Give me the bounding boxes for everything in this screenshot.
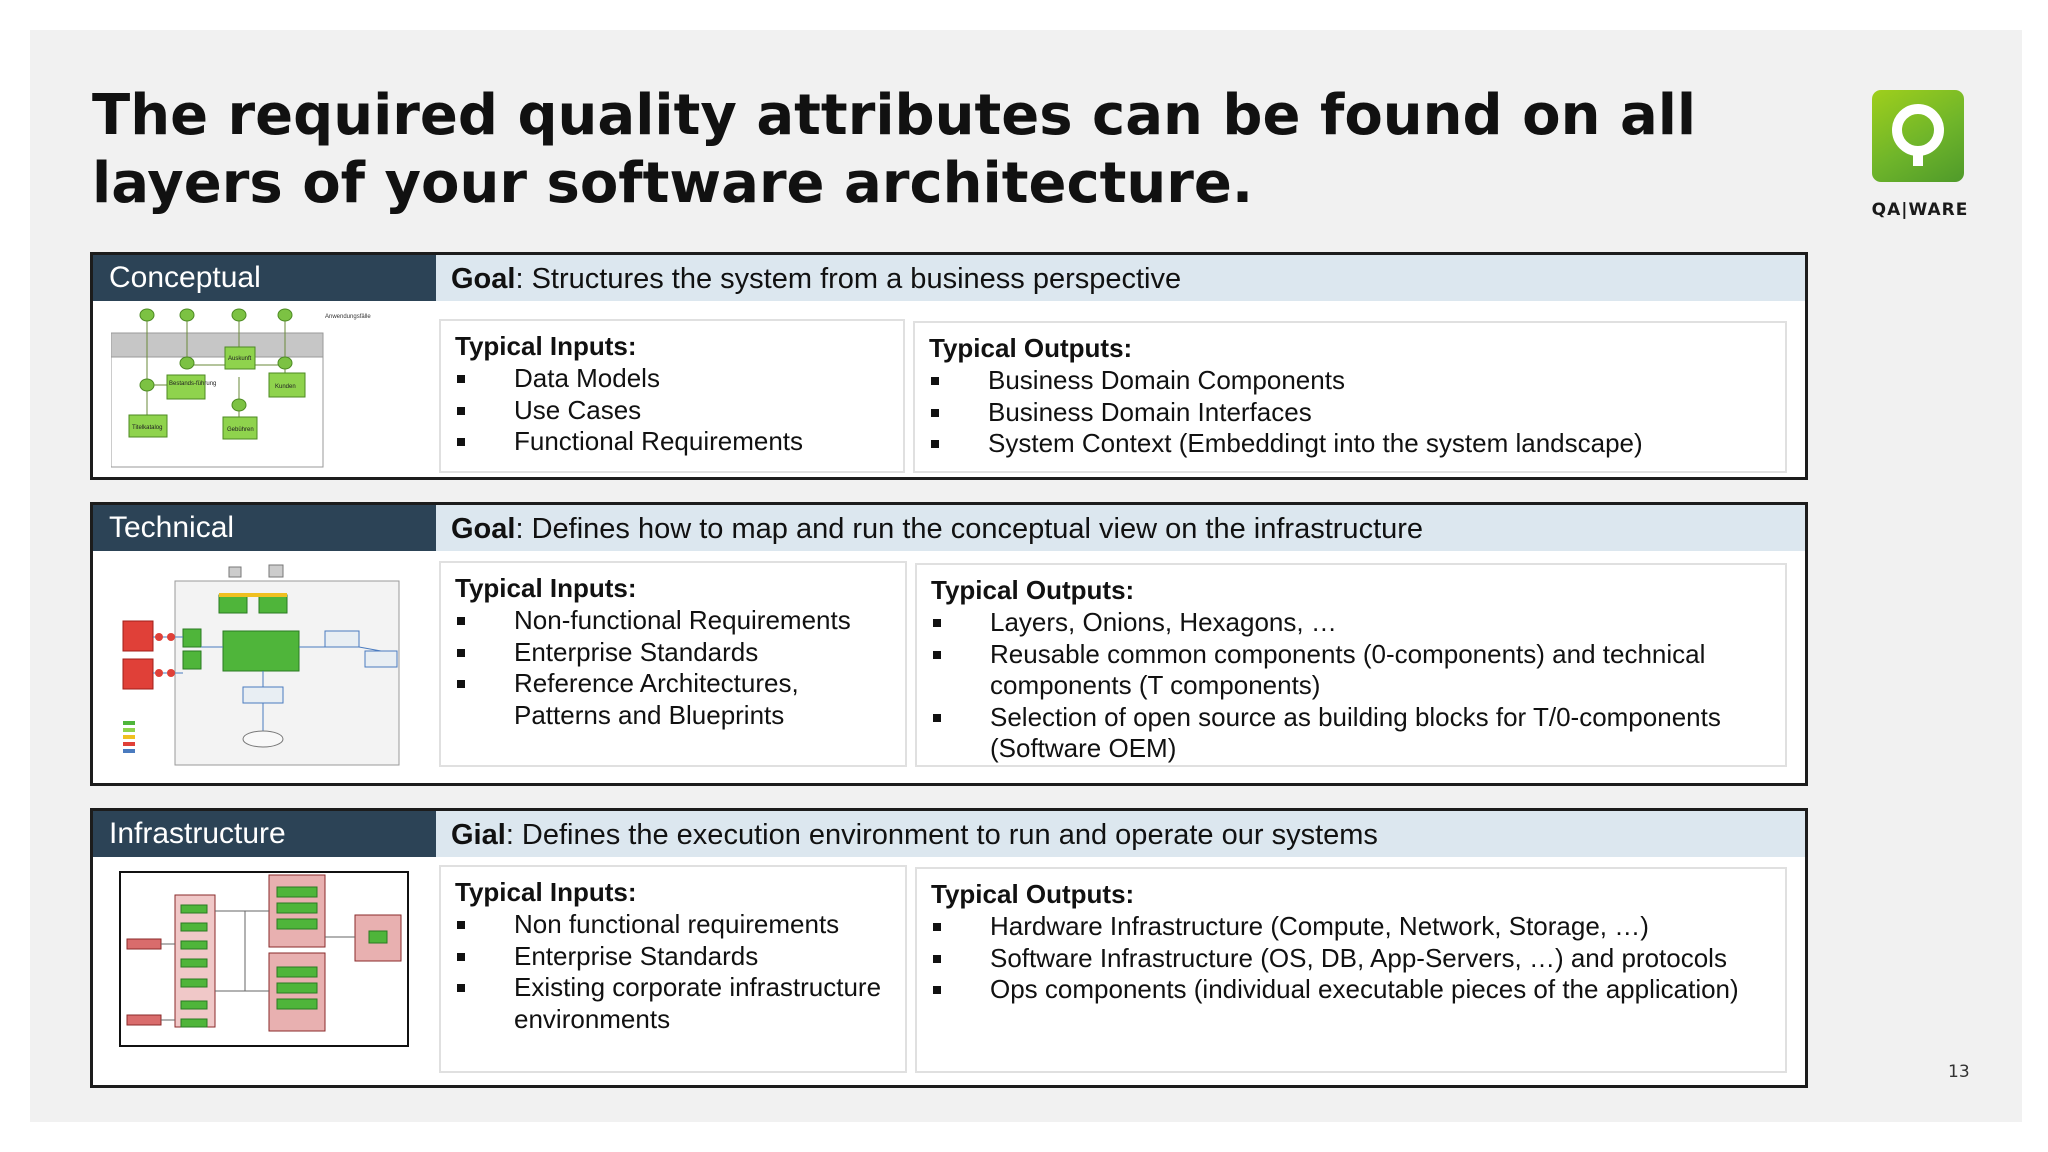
qaware-logo-icon	[1872, 90, 1964, 182]
bullet-icon	[933, 714, 941, 722]
list-item: Enterprise Standards	[455, 941, 891, 973]
panel-label: Infrastructure	[93, 811, 436, 857]
typical-outputs-box	[915, 563, 1787, 767]
diagram-box-label: Auskunft	[228, 356, 252, 362]
list-item: Selection of open source as building blocks for T/0-components (Software OEM)	[931, 702, 1771, 765]
list-item: Enterprise Standards	[455, 637, 891, 669]
typical-inputs-box	[439, 865, 907, 1073]
list-item: Non-functional Requirements	[455, 605, 891, 637]
inputs-list	[455, 909, 891, 1035]
bullet-icon	[457, 375, 465, 383]
outputs-heading: Typical Outputs:	[931, 879, 1135, 909]
bullet-icon	[933, 986, 941, 994]
logo-mark	[1872, 90, 1964, 182]
list-item: Non functional requirements	[455, 909, 891, 941]
bullet-icon	[933, 923, 941, 931]
inputs-heading: Typical Inputs:	[455, 573, 637, 603]
conceptual-diagram-thumbnail	[111, 305, 407, 473]
bullet-icon	[933, 955, 941, 963]
panel-conceptual	[90, 252, 1808, 480]
bullet-icon	[931, 440, 939, 448]
bullet-icon	[457, 921, 465, 929]
bullet-icon	[931, 409, 939, 417]
goal-bar	[436, 811, 1805, 857]
list-item: Ops components (individual executable pieces of the application)	[931, 974, 1771, 1006]
outputs-heading: Typical Outputs:	[931, 575, 1135, 605]
panel-technical	[90, 502, 1808, 786]
list-item: Reusable common components (0-components) and technical components (T components)	[931, 639, 1771, 702]
outputs-list	[931, 607, 1771, 765]
bullet-icon	[457, 984, 465, 992]
goal-text: : Structures the system from a business perspective	[515, 263, 1182, 295]
slide-title: The required quality attributes can be found on all layers of your software architecture.	[92, 83, 1697, 216]
diagram-box-label: Kunden	[275, 384, 296, 390]
list-item: Existing corporate infrastructure environments	[455, 972, 891, 1035]
bullet-icon	[457, 649, 465, 657]
page-number: 13	[1948, 1062, 1970, 1082]
technical-diagram-thumbnail	[119, 557, 409, 773]
inputs-list	[455, 363, 889, 458]
goal-text: : Defines how to map and run the conceptual view on the infrastructure	[515, 513, 1424, 545]
slide	[30, 30, 2022, 1122]
list-item: Hardware Infrastructure (Compute, Network, Storage, …)	[931, 911, 1771, 943]
bullet-icon	[457, 617, 465, 625]
list-item: Business Domain Interfaces	[929, 397, 1771, 429]
outputs-list	[931, 911, 1771, 1006]
diagram-box-label: Bestands-führung	[169, 381, 217, 387]
goal-prefix: Gial	[451, 819, 506, 851]
infrastructure-diagram-thumbnail	[119, 871, 409, 1047]
goal-prefix: Goal	[451, 513, 516, 545]
diagram-legend: Anwendungsfälle	[325, 314, 371, 320]
bullet-icon	[457, 438, 465, 446]
diagram-box-label: Gebühren	[227, 427, 254, 433]
inputs-list	[455, 605, 891, 731]
bullet-icon	[457, 680, 465, 688]
bullet-icon	[457, 407, 465, 415]
logo-wordmark: QA|WARE	[1871, 200, 1969, 220]
list-item: System Context (Embeddingt into the system landscape)	[929, 428, 1771, 460]
inputs-heading: Typical Inputs:	[455, 877, 637, 907]
typical-outputs-box	[915, 867, 1787, 1073]
goal-bar	[436, 505, 1805, 551]
goal-bar	[436, 255, 1805, 301]
panel-label: Technical	[93, 505, 436, 551]
list-item: Layers, Onions, Hexagons, …	[931, 607, 1771, 639]
outputs-heading: Typical Outputs:	[929, 333, 1133, 363]
typical-outputs-box	[913, 321, 1787, 473]
bullet-icon	[931, 377, 939, 385]
list-item: Software Infrastructure (OS, DB, App-Servers, …) and protocols	[931, 943, 1771, 975]
goal-text: : Defines the execution environment to run and operate our systems	[505, 819, 1378, 851]
typical-inputs-box	[439, 561, 907, 767]
diagram-box-label: Titelkatalog	[132, 425, 163, 431]
inputs-heading: Typical Inputs:	[455, 331, 637, 361]
panel-label: Conceptual	[93, 255, 436, 301]
list-item: Use Cases	[455, 395, 889, 427]
typical-inputs-box	[439, 319, 905, 473]
panel-infrastructure	[90, 808, 1808, 1088]
outputs-list	[929, 365, 1771, 460]
list-item: Functional Requirements	[455, 426, 889, 458]
goal-prefix: Goal	[451, 263, 516, 295]
bullet-icon	[457, 953, 465, 961]
list-item: Reference Architectures, Patterns and Blueprints	[455, 668, 891, 731]
list-item: Data Models	[455, 363, 889, 395]
bullet-icon	[933, 619, 941, 627]
bullet-icon	[933, 651, 941, 659]
list-item: Business Domain Components	[929, 365, 1771, 397]
